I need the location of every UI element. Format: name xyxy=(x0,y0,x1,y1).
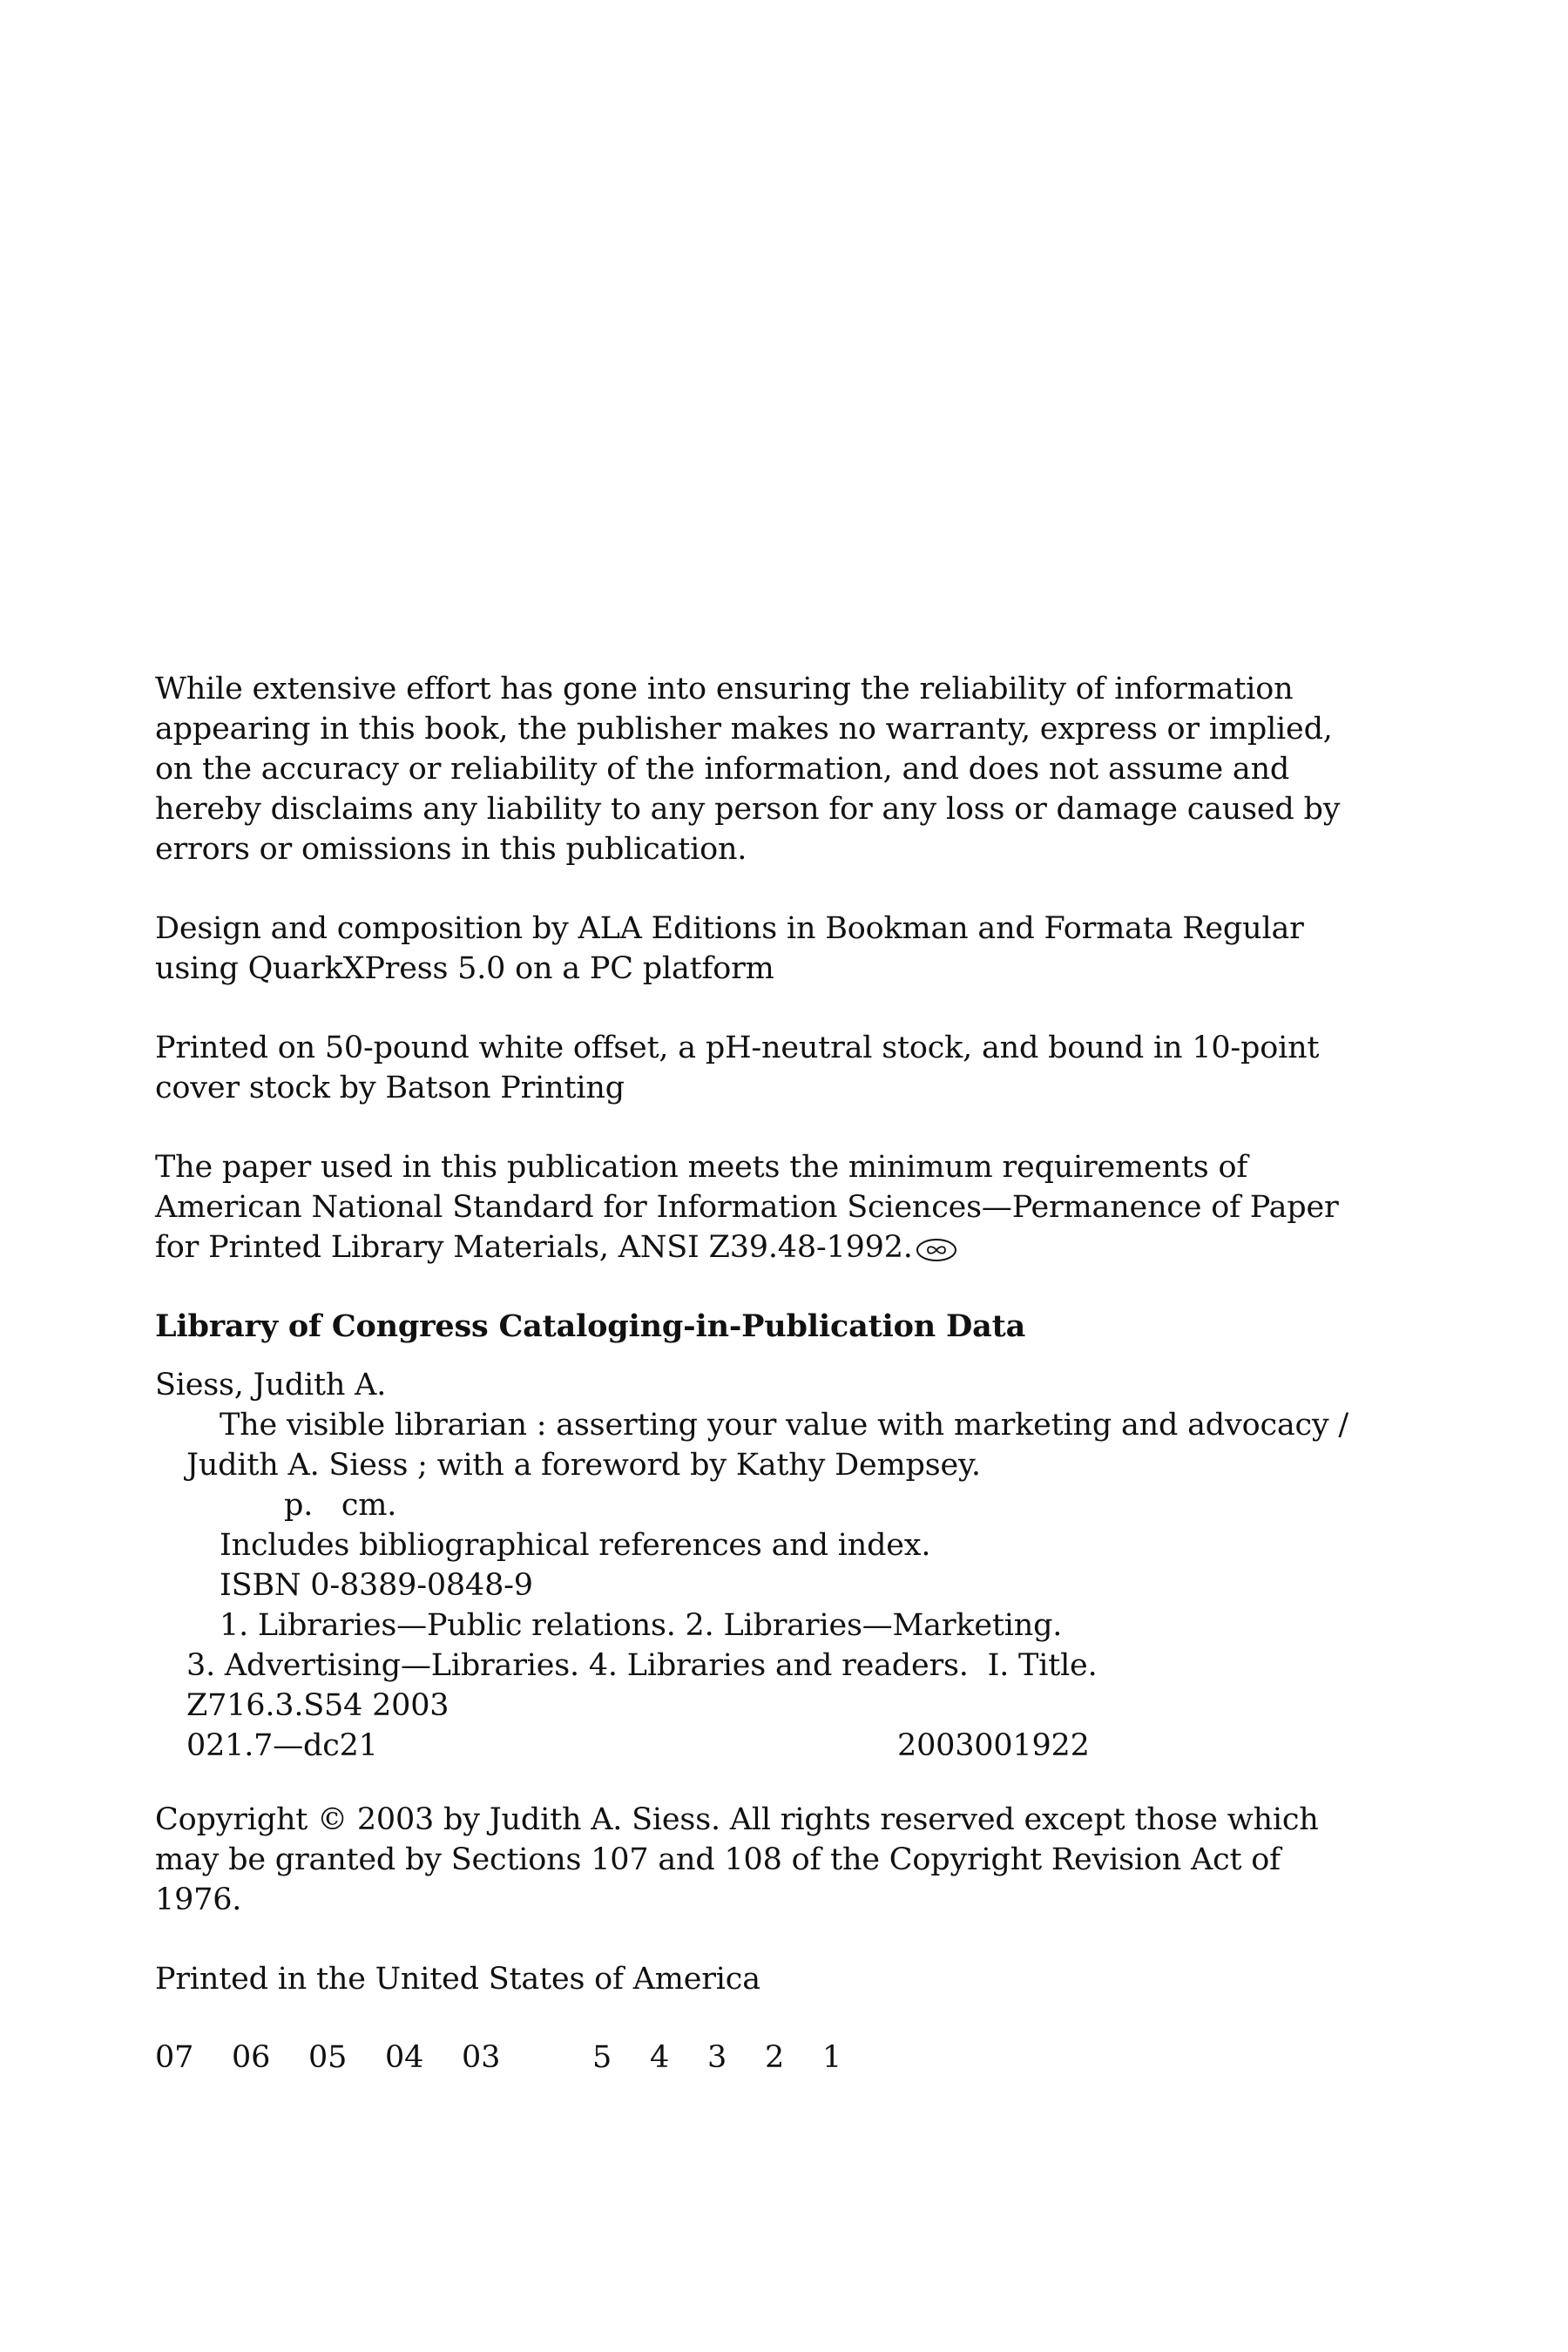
design-paragraph xyxy=(155,909,1375,989)
print-impression: 1 xyxy=(822,2040,842,2075)
paper-standard-paragraph xyxy=(155,1147,1375,1267)
copyright-line: may be granted by Sections 107 and 108 of the Copyright Revision Act of xyxy=(155,1842,1281,1877)
cip-title-line: Judith A. Siess ; with a foreword by Kathy Dempsey. xyxy=(186,1448,981,1483)
design-line: Design and composition by ALA Editions in Bookman and Formata Regular xyxy=(155,911,1304,946)
print-year: 05 xyxy=(308,2040,348,2075)
copyright-line: Copyright © 2003 by Judith A. Siess. All rights reserved except those which xyxy=(155,1802,1319,1837)
cip-subjects-line: 3. Advertising—Libraries. 4. Libraries and readers. I. Title. xyxy=(186,1648,1098,1683)
print-year: 04 xyxy=(385,2040,424,2075)
cip-note: Includes bibliographical references and index. xyxy=(220,1528,931,1563)
disclaimer-line: errors or omissions in this publication. xyxy=(155,832,747,867)
printing-stock-line: Printed on 50-pound white offset, a pH-neutral stock, and bound in 10-point xyxy=(155,1031,1320,1065)
print-impression: 3 xyxy=(707,2040,727,2075)
printed-in-statement: Printed in the United States of America xyxy=(155,1962,760,1997)
cip-author: Siess, Judith A. xyxy=(155,1368,387,1402)
printer-key-line xyxy=(155,2038,1375,2078)
cip-isbn: ISBN 0-8389-0848-9 xyxy=(220,1568,533,1603)
disclaimer-line: appearing in this book, the publisher makes no warranty, express or implied, xyxy=(155,712,1333,747)
cip-title-line: The visible librarian : asserting your value with marketing and advocacy / xyxy=(220,1408,1349,1443)
permanence-of-paper-infinity-icon xyxy=(915,1238,958,1262)
cip-heading: Library of Congress Cataloging-in-Publication Data xyxy=(155,1308,1026,1344)
cip-collation: p. cm. xyxy=(284,1488,397,1523)
paper-standard-text: for Printed Library Materials, ANSI Z39.48-1992. xyxy=(155,1230,913,1265)
cip-control-number: 2003001922 xyxy=(897,1728,1090,1763)
paper-standard-line-last xyxy=(155,1227,1375,1267)
copyright-line: 1976. xyxy=(155,1882,242,1917)
print-impression: 2 xyxy=(765,2040,785,2075)
cip-lc-class: Z716.3.S54 2003 xyxy=(186,1688,449,1723)
print-year: 06 xyxy=(232,2040,271,2075)
cip-record xyxy=(155,1365,1375,1766)
print-impression: 4 xyxy=(650,2040,670,2075)
disclaimer-line: on the accuracy or reliability of the information, and does not assume and xyxy=(155,752,1290,787)
design-line: using QuarkXPress 5.0 on a PC platform xyxy=(155,951,774,986)
cip-dewey: 021.7—dc21 xyxy=(186,1728,378,1763)
printing-stock-line: cover stock by Batson Printing xyxy=(155,1071,625,1105)
print-year: 07 xyxy=(155,2040,194,2075)
copyright-paragraph xyxy=(155,1800,1375,1920)
disclaimer-paragraph xyxy=(155,669,1375,869)
printing-stock-paragraph xyxy=(155,1028,1375,1108)
disclaimer-line: While extensive effort has gone into ensuring the reliability of information xyxy=(155,672,1294,706)
paper-standard-line: The paper used in this publication meets the minimum requirements of xyxy=(155,1150,1248,1185)
disclaimer-line: hereby disclaims any liability to any person for any loss or damage caused by xyxy=(155,792,1341,827)
cip-dewey-line xyxy=(155,1726,1375,1766)
print-year: 03 xyxy=(462,2040,501,2075)
paper-standard-line: American National Standard for Information Sciences—Permanence of Paper xyxy=(155,1190,1339,1225)
print-impression: 5 xyxy=(592,2040,612,2075)
cip-subjects-line: 1. Libraries—Public relations. 2. Libraries—Marketing. xyxy=(220,1608,1063,1643)
